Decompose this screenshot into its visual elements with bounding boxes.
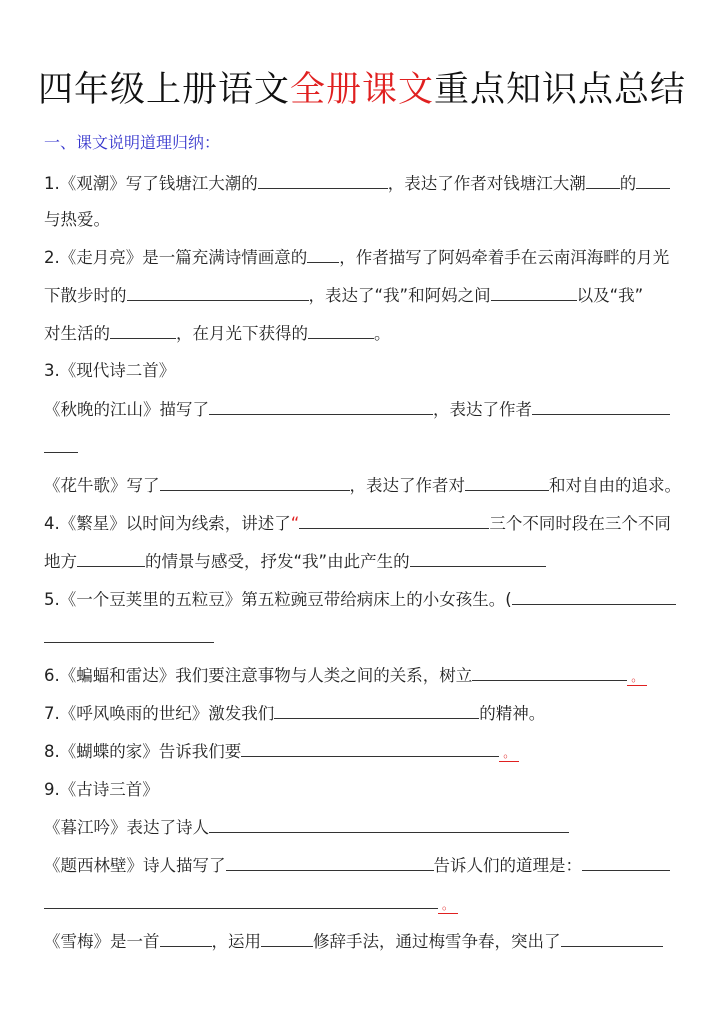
- item-3: 3.《现代诗二首》: [44, 361, 176, 380]
- item-4-cont: 地方 的情景与感受，抒发“我”由此产生的: [44, 548, 546, 572]
- item-9b: 《题西林壁》诗人描写了 告诉人们的道理是：: [44, 852, 670, 876]
- item-9c: 《雪梅》是一首 ，运用 修辞手法，通过梅雪争春，突出了: [44, 928, 663, 952]
- item-2: 2.《走月亮》是一篇充满诗情画意的 ，作者描写了阿妈牵着手在云南洱海畔的月光: [44, 244, 669, 268]
- item-1-cont: 与热爱。: [44, 210, 110, 229]
- item-1: 1.《观潮》写了钱塘江大潮的 ，表达了作者对钱塘江大潮 的: [44, 170, 670, 194]
- item-3b: 《花牛歌》写了 ，表达了作者对 和对自由的追求。: [44, 472, 681, 496]
- item-5: 5.《一个豆荚里的五粒豆》第五粒豌豆带给病床上的小女孩生。(: [44, 586, 676, 610]
- item-4: 4.《繁星》以时间为线索，讲述了“ 三个不同时段在三个不同: [44, 510, 671, 534]
- item-9b-cont: 。: [44, 890, 458, 914]
- item-3a-cont: [44, 434, 78, 457]
- item-7: 7.《呼风唤雨的世纪》激发我们 的精神。: [44, 700, 545, 724]
- item-3a: 《秋晚的江山》描写了 ，表达了作者: [44, 396, 670, 420]
- item-9a: 《暮江吟》表达了诗人: [44, 814, 569, 838]
- item-6: 6.《蝙蝠和雷达》我们要注意事物与人类之间的关系，树立 。: [44, 662, 647, 686]
- item-9: 9.《古诗三首》: [44, 780, 159, 799]
- page-title: 四年级上册语文全册课文重点知识点总结: [37, 70, 687, 110]
- item-8: 8.《蝴蝶的家》告诉我们要 。: [44, 738, 519, 762]
- item-5-cont: [44, 624, 214, 647]
- section-heading: 一、课文说明道理归纳：: [44, 133, 221, 152]
- item-2-cont2: 对生活的 ，在月光下获得的 。: [44, 320, 391, 344]
- item-2-cont: 下散步时的 ，表达了“我”和阿妈之间 以及“我”: [44, 282, 643, 306]
